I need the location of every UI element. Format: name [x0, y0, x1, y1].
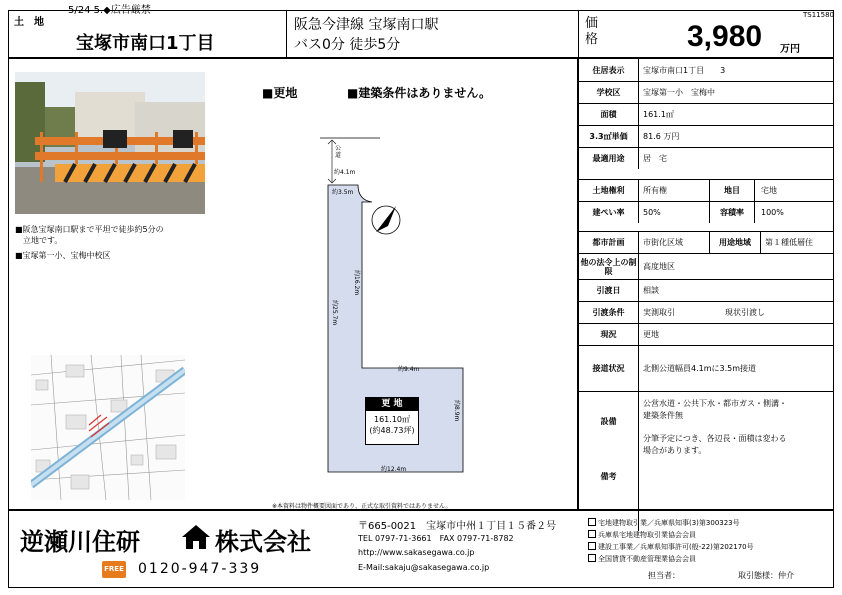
- row-coverage: 建ぺい率 50% 容積率 100%: [579, 201, 833, 223]
- station-line2: バス0分 徒歩5分: [294, 37, 401, 53]
- website-link[interactable]: http://www.sakasegawa.co.jp: [358, 548, 475, 557]
- freedial-number[interactable]: 0120-947-339: [138, 561, 262, 577]
- row-best-use: 最適用途 居 宅: [579, 147, 833, 169]
- row-area: 面積 161.1㎡: [579, 103, 833, 125]
- property-photo: [15, 72, 205, 214]
- row-road-access: 接道状況 北側公道幅員4.1mに3.5m接道: [579, 345, 833, 391]
- headline-vacant-land: ■更地: [262, 86, 298, 100]
- license-2: 兵庫県宅地建物取引業協会会員: [598, 531, 696, 539]
- road-label: 公道: [335, 145, 342, 159]
- bullet-3: ■宝塚第一小、宝梅中校区: [15, 251, 111, 260]
- company-suffix: 株式会社: [215, 528, 311, 556]
- row-handover: 引渡日 相談: [579, 279, 833, 301]
- checkbox-icon: [588, 554, 596, 562]
- price-value: 3,980: [687, 20, 763, 53]
- dim-step: 約9.4m: [398, 366, 420, 373]
- tel-fax: TEL 0797-71-3661 FAX 0797-71-8782: [358, 534, 514, 543]
- row-remarks: 備考 分筆予定につき、各辺長・面積は変わる 場合があります。: [579, 421, 833, 509]
- company-name: 逆瀬川住研: [20, 528, 140, 556]
- postal-address: 〒665-0021 宝塚市中州１丁目１５番２号: [358, 521, 557, 532]
- location-map: [31, 355, 185, 500]
- headline-no-conditions: ■建築条件はありません。: [347, 86, 492, 100]
- dim-bottom: 約12.4m: [381, 466, 407, 473]
- bullet-1: ■阪急宝塚南口駅まで平坦で徒歩約5分の: [15, 225, 164, 234]
- row-handover-conditions: 引渡条件 実測取引 現状引渡し: [579, 301, 833, 323]
- price-unit: 万円: [780, 44, 800, 55]
- checkbox-icon: [588, 518, 596, 526]
- checkbox-icon: [588, 530, 596, 538]
- road-width: 約4.1m: [334, 169, 356, 176]
- deal-type: 取引態様：仲介: [738, 571, 794, 580]
- row-city-plan: 都市計画 市街化区域 用途地域 第１種低層住: [579, 231, 833, 253]
- freedial-icon: FREE: [102, 561, 126, 578]
- email-link[interactable]: E-Mail:sakaju@sakasegawa.co.jp: [358, 563, 490, 572]
- lot-tsubo: (約48.73坪): [369, 426, 415, 435]
- row-unit-price: 3.3㎡単価 81.6 万円: [579, 125, 833, 147]
- lot-title: 更 地: [366, 398, 418, 411]
- details-table: [578, 58, 834, 510]
- staff-label: 担当者：: [648, 571, 680, 580]
- row-other-restrictions: 他の法令上の制限 高度地区: [579, 253, 833, 279]
- dim-mid: 約16.2m: [353, 270, 360, 296]
- row-status: 現況 更地: [579, 323, 833, 345]
- row-facilities: 設備 公営水道・公共下水・都市ガス・側溝・ 建築条件無: [579, 391, 833, 451]
- license-3: 建設工事業／兵庫県知事許可(般-22)第202170号: [598, 543, 754, 551]
- disclaimer: ※本資料は物件概要図面であり、正式な取引資料ではありません。: [272, 503, 452, 510]
- property-code: TS11580: [803, 11, 834, 19]
- header-address: 宝塚市南口1丁目: [76, 33, 215, 54]
- lot-area-box: [365, 397, 419, 445]
- checkbox-icon: [588, 542, 596, 550]
- lot-area: 161.10㎡: [374, 415, 410, 424]
- row-school: 学校区 宝塚第一小 宝梅中: [579, 81, 833, 103]
- top-note: 5/24 5.◆広告厳禁: [68, 5, 151, 16]
- license-4: 全国賃貸不動産管理業協会会員: [598, 555, 696, 563]
- dim-left: 約25.7m: [331, 300, 338, 326]
- dim-top: 約3.5m: [332, 189, 354, 196]
- category-label: 土 地: [14, 17, 44, 28]
- station-line1: 阪急今津線 宝塚南口駅: [294, 17, 439, 33]
- row-land-right: 土地権利 所有権 地目 宅地: [579, 179, 833, 201]
- row-address: 住居表示 宝塚市南口1丁目 3: [579, 59, 833, 81]
- bullet-2: 立地です。: [15, 236, 63, 245]
- license-1: 宅地建物取引業／兵庫県知事(3)第300323号: [598, 519, 740, 527]
- price-label: 価 格: [585, 16, 612, 47]
- house-logo-icon: [181, 524, 211, 554]
- dim-right: 約8.9m: [453, 400, 460, 422]
